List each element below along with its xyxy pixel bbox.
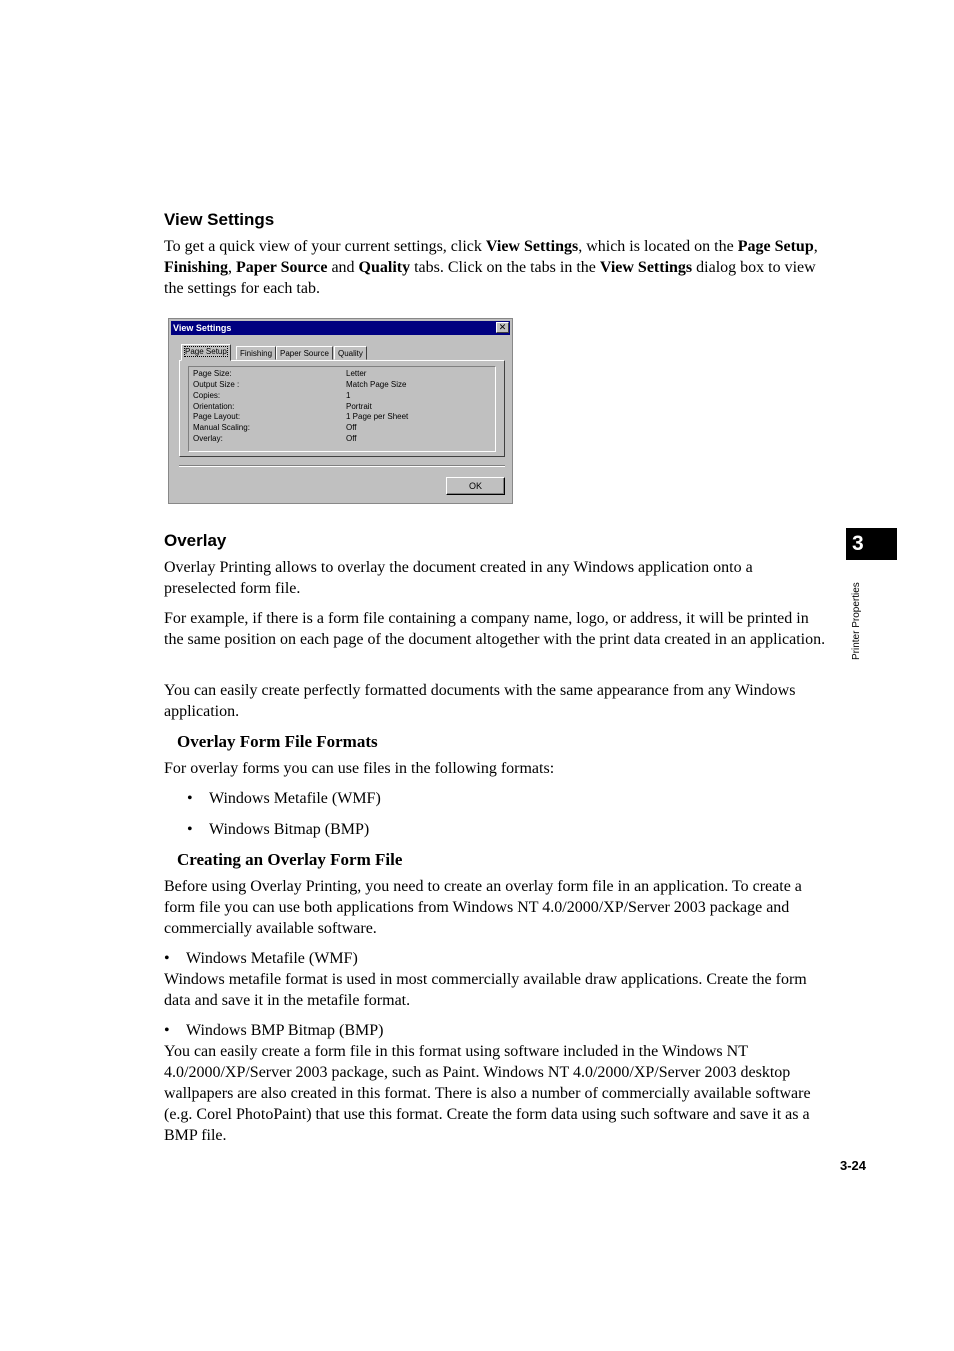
- bold-term: View Settings: [485, 238, 579, 255]
- dialog-separator: [179, 465, 505, 467]
- setting-value: Match Page Size: [346, 380, 407, 389]
- tab-label: Page Setup: [185, 347, 227, 356]
- intro-text: tabs. Click on the tabs in the: [410, 259, 600, 276]
- setting-row: [193, 379, 483, 390]
- bullet-icon: •: [187, 821, 193, 838]
- overlay-paragraph-1: Overlay Printing allows to overlay the document created in any Windows application onto a preselected form file.: [164, 559, 753, 597]
- list-item: [164, 948, 358, 969]
- list-item: [164, 1020, 383, 1041]
- page-number: 3-24: [840, 1158, 867, 1173]
- overlay-paragraph-2: For example, if there is a form file containing a company name, logo, or address, it will be printed in the same position on each page of the document altogether with the print data created in an application.: [164, 610, 826, 648]
- setting-value: 1: [346, 391, 351, 400]
- setting-value: Off: [346, 423, 357, 432]
- list-item-text: Windows Metafile (WMF): [186, 950, 358, 967]
- tab-label: Paper Source: [280, 349, 329, 358]
- tab-finishing[interactable]: [236, 346, 276, 360]
- tab-label: Quality: [338, 349, 363, 358]
- list-item-text: Windows Bitmap (BMP): [209, 821, 370, 838]
- tab-page-setup[interactable]: [181, 344, 231, 361]
- setting-value: Portrait: [346, 402, 372, 411]
- setting-row: [193, 433, 483, 444]
- bullet-icon: •: [187, 790, 193, 807]
- ok-button[interactable]: OK: [446, 477, 505, 495]
- section-heading-view-settings: View Settings: [164, 210, 275, 229]
- wmf-description: Windows metafile format is used in most commercially available draw applications. Create the form data and save it in the metafile format.: [164, 971, 807, 1009]
- setting-key: Overlay:: [193, 434, 223, 443]
- setting-value: Off: [346, 434, 357, 443]
- intro-text: , which is located on the: [578, 238, 738, 255]
- setting-row: [193, 422, 483, 433]
- intro-text: dialog box to view the settings for each tab.: [164, 259, 816, 297]
- dialog-title-bar: [171, 321, 510, 335]
- setting-key: Output Size :: [193, 380, 240, 389]
- formats-intro: For overlay forms you can use files in the following formats:: [164, 760, 555, 777]
- bold-term: Paper Source: [236, 259, 328, 276]
- list-item: [187, 788, 381, 809]
- creating-intro: Before using Overlay Printing, you need to create an overlay form file in an application. To create a form file you can use both applications from Windows NT 4.0/2000/XP/Server 2003 package and commercially available software.: [164, 878, 802, 937]
- bmp-description: You can easily create a form file in this format using software included in the Windows NT 4.0/2000/XP/Server 2003 package, such as Paint. Windows NT 4.0/2000/XP/Server 2003 desktop wallpapers are also created in this format. There is also a number of commercially available software (e.g. Corel PhotoPaint) that use this format. Create the form data using such software and save it as a BMP file.: [164, 1043, 811, 1144]
- setting-value: Letter: [346, 369, 367, 378]
- bullet-icon: •: [164, 1022, 170, 1039]
- tab-label: Finishing: [240, 349, 273, 358]
- chapter-number: 3: [846, 528, 897, 560]
- bold-term: View Settings: [599, 259, 693, 276]
- setting-value: 1 Page per Sheet: [346, 412, 409, 421]
- section-heading-overlay: Overlay: [164, 531, 227, 550]
- tab-quality[interactable]: [334, 346, 367, 360]
- setting-row: [193, 411, 483, 422]
- setting-row: [193, 368, 483, 379]
- list-item: [187, 819, 369, 840]
- setting-row: [193, 390, 483, 401]
- close-icon[interactable]: ✕: [496, 322, 509, 333]
- overlay-paragraph-3: You can easily create perfectly formatted documents with the same appearance from any Windows application.: [164, 682, 796, 720]
- intro-text: ,: [813, 238, 818, 255]
- view-settings-intro: [164, 236, 828, 299]
- setting-key: Manual Scaling:: [193, 423, 250, 432]
- intro-text: To get a quick view of your current settings, click: [164, 238, 486, 255]
- tab-paper-source[interactable]: [276, 346, 333, 360]
- view-settings-dialog: [168, 318, 513, 504]
- subheading-formats: Overlay Form File Formats: [177, 732, 378, 751]
- chapter-label: Printer Properties: [851, 582, 862, 660]
- setting-key: Page Size:: [193, 369, 232, 378]
- dialog-title: View Settings: [173, 323, 232, 333]
- bullet-icon: •: [164, 950, 170, 967]
- bold-term: Page Setup: [737, 238, 814, 255]
- bold-term: Finishing: [164, 259, 229, 276]
- setting-key: Copies:: [193, 391, 221, 400]
- list-item-text: Windows BMP Bitmap (BMP): [186, 1022, 384, 1039]
- subheading-creating: Creating an Overlay Form File: [177, 850, 403, 869]
- list-item-text: Windows Metafile (WMF): [209, 790, 381, 807]
- setting-key: Orientation:: [193, 402, 235, 411]
- intro-text: ,: [228, 259, 237, 276]
- intro-text: and: [327, 259, 359, 276]
- bold-term: Quality: [358, 259, 411, 276]
- setting-key: Page Layout:: [193, 412, 241, 421]
